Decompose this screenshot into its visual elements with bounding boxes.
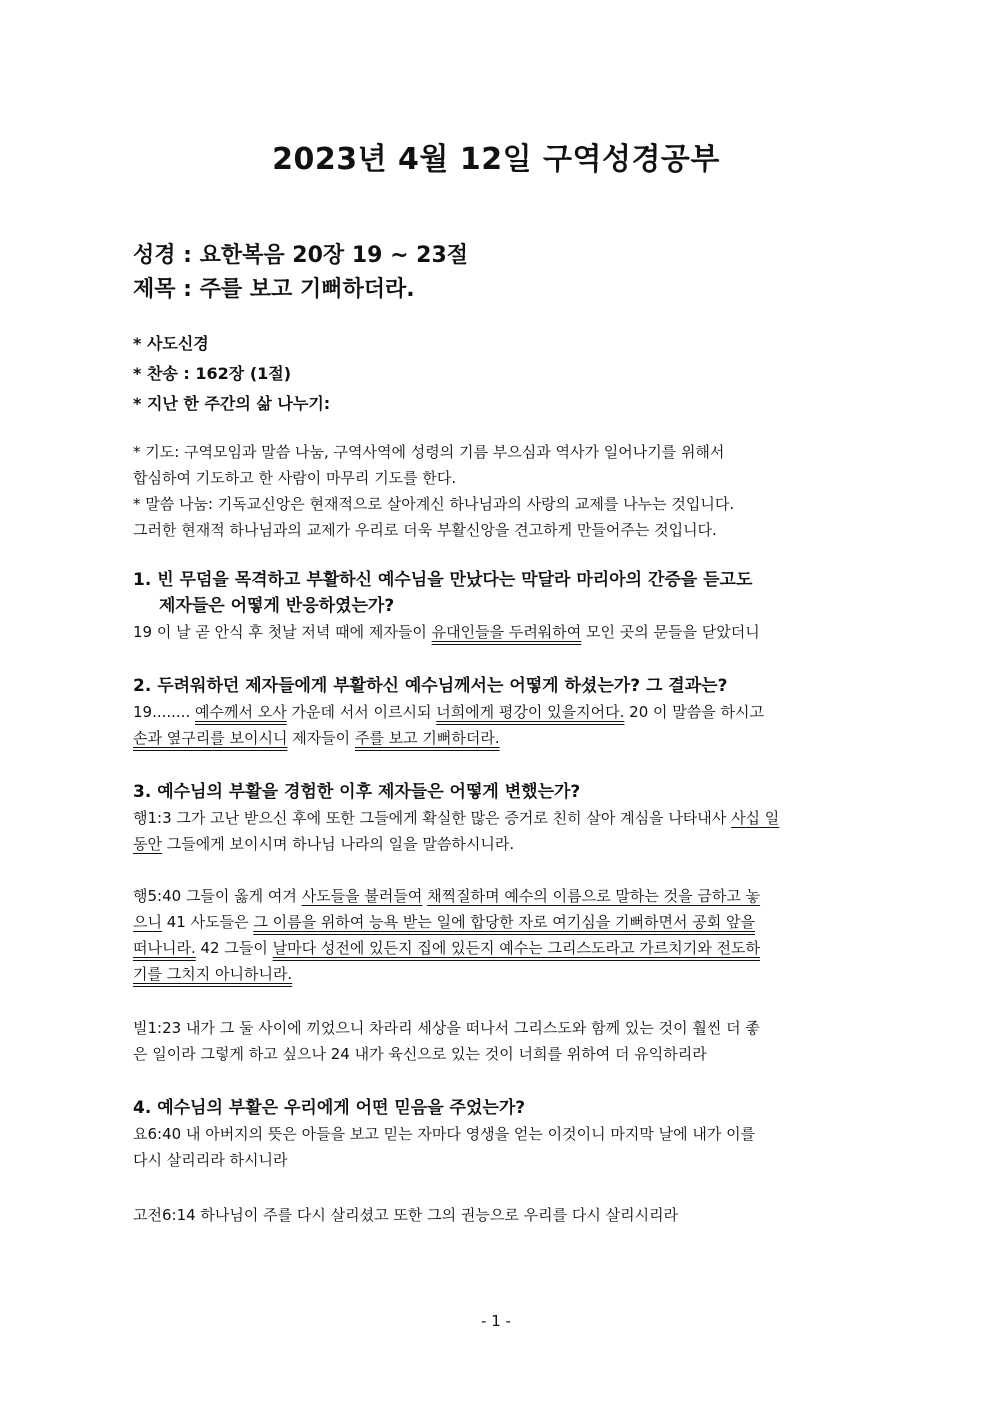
verse-text: 모인 곳의 문들을 닫았더니 <box>581 623 760 641</box>
subject-heading: 제목 : 주를 보고 기뻐하더라. <box>133 277 415 302</box>
phil-1-23-line-2: 은 일이라 그렇게 하고 싶으나 24 내가 육신으로 있는 것이 너희를 위하여 더 유익하리라 <box>133 1045 707 1063</box>
verse-text: 42 그들이 <box>195 939 273 957</box>
verse-text: 그들에게 보이시며 하나님 나라의 일을 말씀하시니라. <box>161 835 515 853</box>
scripture-heading: 성경 : 요한복음 20장 19 ~ 23절 <box>133 243 469 268</box>
verse-text: 행5:40 그들이 옳게 여겨 <box>133 887 302 905</box>
verse-text: 41 사도들은 <box>161 913 254 931</box>
question-2-verse <box>133 699 860 751</box>
underlined-phrase: 사도들을 불러들여 <box>301 887 423 905</box>
underlined-phrase: 예수께서 오사 <box>195 703 287 721</box>
underlined-phrase: 유대인들을 두려워하여 <box>431 623 582 641</box>
verse-text: 가운데 서서 이르시되 <box>286 703 437 721</box>
acts-5-40-verse <box>133 883 860 987</box>
underlined-phrase: 동안 <box>133 835 162 853</box>
question-4-title: 4. 예수님의 부활은 우리에게 어떤 믿음을 주었는가? <box>133 1098 526 1118</box>
intro-word-line-2: 그러한 현재적 하나님과의 교제가 우리로 더욱 부활신앙을 견고하게 만들어주는 것입니다. <box>133 521 717 539</box>
acts-5-40-line-1 <box>133 883 860 909</box>
underlined-phrase: 너희에게 평강이 있을지어다. <box>436 703 625 721</box>
question-1-verse <box>133 619 860 645</box>
acts-1-3-line-2 <box>133 831 860 857</box>
acts-5-40-line-4 <box>133 961 860 987</box>
underlined-phrase: 으니 <box>133 913 162 931</box>
cor-6-14-verse: 고전6:14 하나님이 주를 다시 살리셨고 또한 그의 권능으로 우리를 다시 살리시리라 <box>133 1206 679 1224</box>
verse-text: 19 이 날 곧 안식 후 첫날 저녁 때에 제자들이 <box>133 623 432 641</box>
verse-text: 행1:3 그가 고난 받으신 후에 또한 그들에게 확실한 많은 증거로 친히 살아 계심을 나타내사 <box>133 809 732 827</box>
verse-text: 제자들이 <box>287 729 355 747</box>
question-2-verse-line-1 <box>133 699 860 725</box>
bullet-sharing: * 지난 한 주간의 삶 나누기: <box>133 394 331 413</box>
underlined-phrase: 주를 보고 기뻐하더라. <box>354 729 500 747</box>
question-1-title <box>133 567 860 619</box>
verse-text: 20 이 말씀을 하시고 <box>624 703 764 721</box>
phil-1-23-verse <box>133 1015 860 1067</box>
phil-1-23-line-1: 빌1:23 내가 그 둘 사이에 끼었으니 차라리 세상을 떠나서 그리스도와 함께 있는 것이 훨씬 더 좋 <box>133 1019 760 1037</box>
underlined-phrase: 기를 그치지 아니하니라. <box>133 965 293 983</box>
bullet-hymn: * 찬송 : 162장 (1절) <box>133 364 292 383</box>
question-3-title: 3. 예수님의 부활을 경험한 이후 제자들은 어떻게 변했는가? <box>133 782 581 802</box>
underlined-phrase: 손과 옆구리를 보이시니 <box>133 729 288 747</box>
intro-word-line-1: * 말씀 나눔: 기독교신앙은 현재적으로 살아계신 하나님과의 사랑의 교제를 나누는 것입니다. <box>133 495 735 513</box>
intro-paragraph <box>133 439 860 543</box>
acts-1-3-verse <box>133 805 860 857</box>
question-2-verse-line-2 <box>133 725 860 751</box>
underlined-phrase: 날마다 성전에 있든지 집에 있든지 예수는 그리스도라고 가르치기와 전도하 <box>272 939 760 957</box>
john-6-40-line-1: 요6:40 내 아버지의 뜻은 아들을 보고 믿는 자마다 영생을 얻는 이것이니 마지막 날에 내가 이를 <box>133 1125 756 1143</box>
underlined-phrase: 떠나니라. <box>133 939 196 957</box>
acts-5-40-line-2 <box>133 909 860 935</box>
intro-prayer-line-1: * 기도: 구역모임과 말씀 나눔, 구역사역에 성령의 기름 부으심과 역사가 일어나기를 위해서 <box>133 443 725 461</box>
question-1-title-line-2: 제자들은 어떻게 반응하였는가? <box>159 596 395 616</box>
bullet-creed: * 사도신경 <box>133 334 209 353</box>
underlined-phrase: 사십 일 <box>731 809 780 827</box>
page-title: 2023년 4월 12일 구역성경공부 <box>272 142 720 177</box>
acts-1-3-line-1 <box>133 805 860 831</box>
underlined-phrase: 채찍질하며 예수의 이름으로 말하는 것을 금하고 놓 <box>427 887 761 905</box>
underlined-phrase: 그 이름을 위하여 능욕 받는 일에 합당한 자로 여기심을 기뻐하면서 공회 앞을 <box>253 913 755 931</box>
intro-prayer-line-2: 합심하여 기도하고 한 사람이 마무리 기도를 한다. <box>133 469 457 487</box>
question-1-title-line-1: 1. 빈 무덤을 목격하고 부활하신 예수님을 만났다는 막달라 마리아의 간증을 듣고도 <box>133 570 753 590</box>
question-2-title: 2. 두려워하던 제자들에게 부활하신 예수님께서는 어떻게 하셨는가? 그 결과는? <box>133 676 728 696</box>
acts-5-40-line-3 <box>133 935 860 961</box>
john-6-40-verse <box>133 1121 860 1173</box>
verse-text: 19........ <box>133 703 195 721</box>
john-6-40-line-2: 다시 살리리라 하시니라 <box>133 1151 288 1169</box>
page-number: - 1 - <box>481 1312 511 1330</box>
